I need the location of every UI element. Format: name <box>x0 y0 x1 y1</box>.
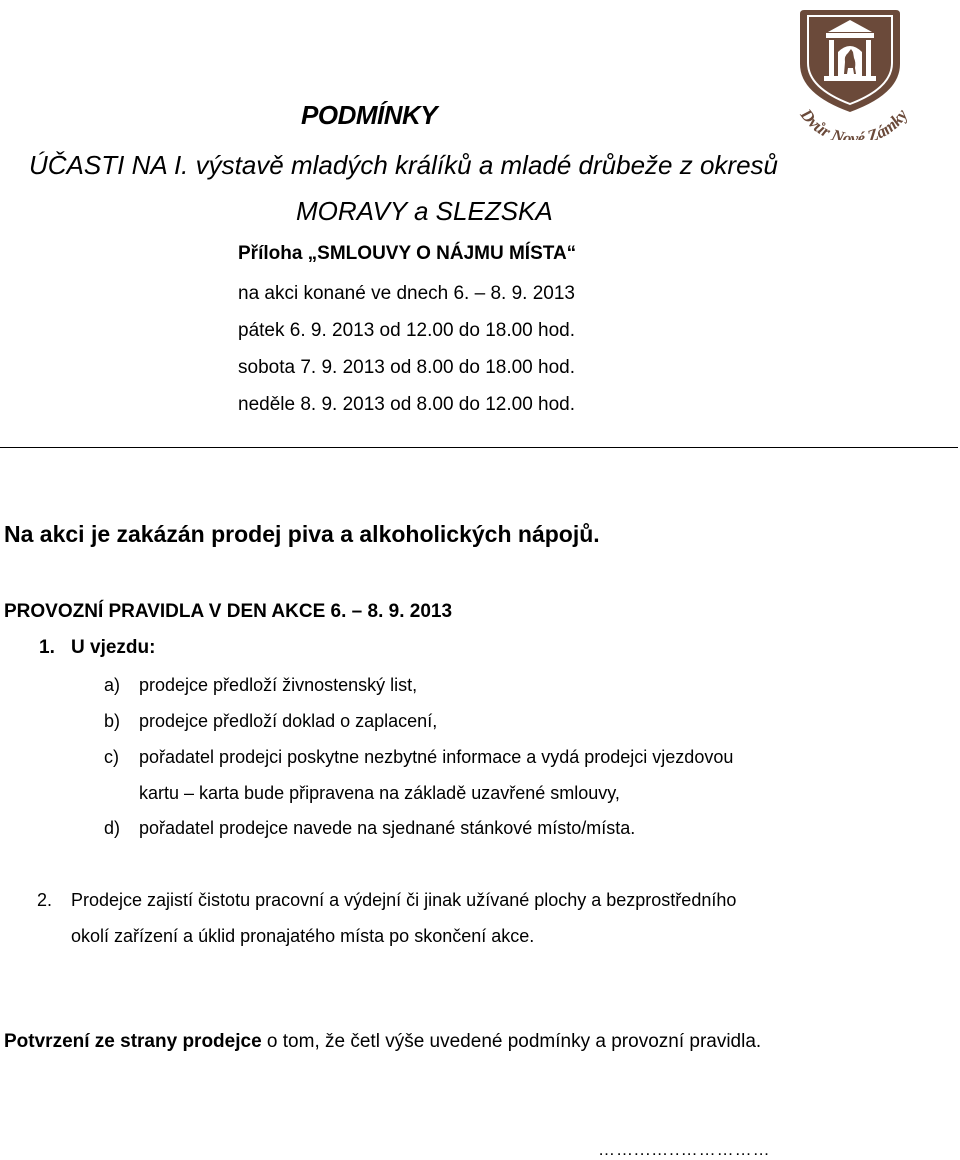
list-item-label: d) <box>104 818 121 838</box>
list-item-label: c) <box>104 747 119 767</box>
confirmation-bold: Potvrzení ze strany prodejce <box>4 1031 262 1052</box>
event-date-range: na akci konané ve dnech 6. – 8. 9. 2013 <box>238 283 575 304</box>
document-subtitle-line2: MORAVY a SLEZSKA <box>296 196 553 226</box>
list-item-text: pořadatel prodejci poskytne nezbytné informace a vydá prodejci vjezdovou <box>139 747 734 767</box>
alcohol-ban-notice: Na akci je zakázán prodej piva a alkoholických nápojů. <box>4 521 600 547</box>
confirmation-rest: o tom, že četl výše uvedené podmínky a provozní pravidla. <box>261 1031 762 1052</box>
list-item-label: b) <box>104 711 121 731</box>
dvur-nove-zamky-logo <box>784 2 924 140</box>
section-1-heading <box>39 637 155 659</box>
list-item-label: a) <box>104 675 121 695</box>
list-item-text: prodejce předloží živnostenský list, <box>139 675 418 695</box>
vendor-confirmation <box>4 1031 761 1053</box>
signature-line: ……...…..…………… <box>598 1140 771 1159</box>
section-2-line2: okolí zařízení a úklid pronajatého místa po skončení akce. <box>71 926 535 946</box>
document-title: PODMÍNKY <box>301 100 438 130</box>
section-1-number: 1. <box>39 637 55 658</box>
list-item-text: prodejce předloží doklad o zaplacení, <box>139 711 438 731</box>
section-2 <box>37 890 736 911</box>
section-2-number: 2. <box>37 890 53 910</box>
section-2-line1: Prodejce zajistí čistotu pracovní a výdejní či jinak užívané plochy a bezprostředního <box>71 890 737 910</box>
schedule-saturday: sobota 7. 9. 2013 od 8.00 do 18.00 hod. <box>238 357 576 378</box>
operating-rules-title: PROVOZNÍ PRAVIDLA V DEN AKCE 6. – 8. 9. 2013 <box>4 601 453 622</box>
schedule-friday: pátek 6. 9. 2013 od 12.00 do 18.00 hod. <box>238 320 576 341</box>
document-subtitle-line1: ÚČASTI NA I. výstavě mladých králíků a mladé drůbeže z okresů <box>29 150 778 180</box>
schedule-sunday: neděle 8. 9. 2013 od 8.00 do 12.00 hod. <box>238 394 576 415</box>
annex-heading: Příloha „SMLOUVY O NÁJMU MÍSTA“ <box>238 243 577 264</box>
list-item-continuation: kartu – karta bude připravena na základě uzavřené smlouvy, <box>139 783 620 803</box>
horizontal-divider <box>0 447 958 448</box>
section-1-title: U vjezdu: <box>71 637 156 658</box>
logo-text: Dvůr Nové Zámky <box>796 105 912 140</box>
list-item-text: pořadatel prodejce navede na sjednané stánkové místo/místa. <box>139 818 636 838</box>
